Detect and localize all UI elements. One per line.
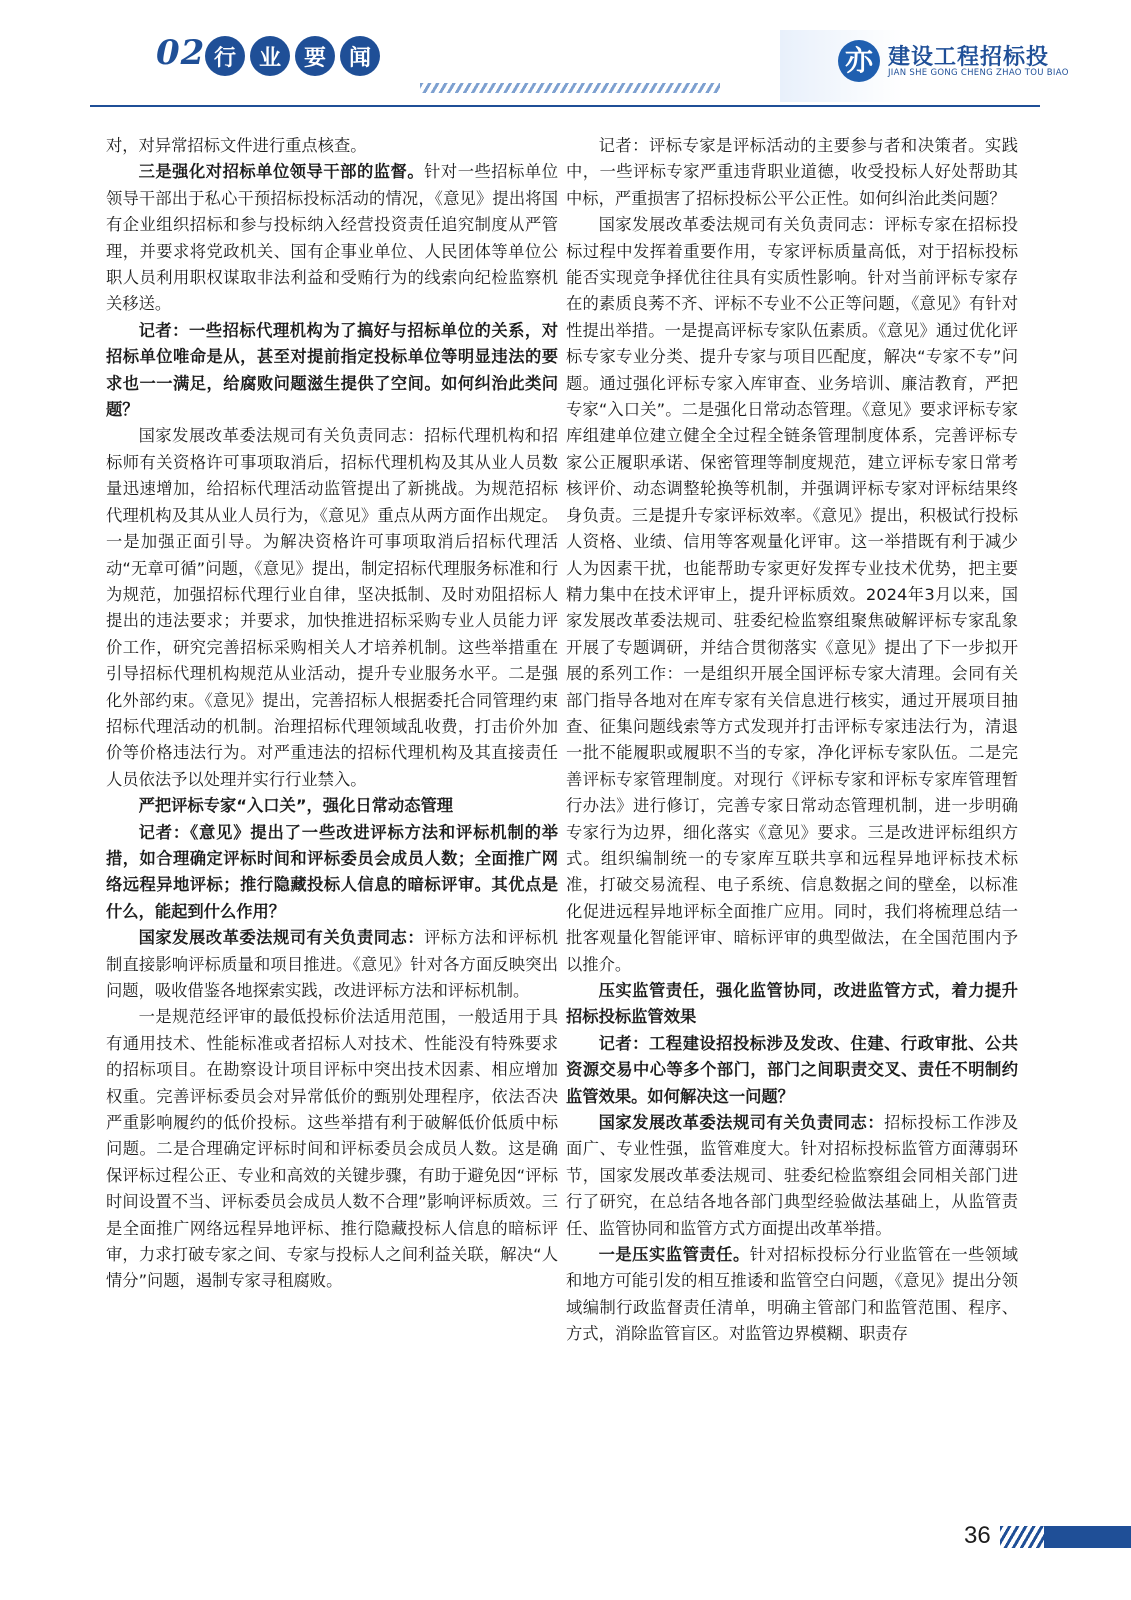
page-header	[0, 0, 1131, 110]
paragraph-text: 国家发展改革委法规司有关负责同志：评标专家在招标投标过程中发挥着重要作用，专家评标质量高低，对于招标投标能否实现竞争择优往往具有实质性影响。针对当前评标专家存在的素质良莠不齐、评标不专业不公正等问题，《意见》有针对性提出举措。一是提高评标专家队伍素质。《意见》通过优化评标专家专业分类、提升专家与项目匹配度，解决“专家不专”问题。通过强化评标专家入库审查、业务培训、廉洁教育，严把专家“入口关”。二是强化日常动态管理。《意见》要求评标专家库组建单位建立健全全过程全链条管理制度体系，完善评标专家公正履职承诺、保密管理等制度规范，建立评标专家日常考核评价、动态调整轮换等机制，并强调评标专家对评标结果终身负责。三是提升专家评标效率。《意见》提出，积极试行投标人资格、业绩、信用等客观量化评审。这一举措既有利于减少人为因素干扰，也能帮助专家更好发挥专业技术优势，把主要精力集中在技术评审上，提升评标质效。2024年3月以来，国家发展改革委法规司、驻委纪检监察组聚焦破解评标专家乱象开展了专题调研，并结合贯彻落实《意见》提出了下一步拟开展的系列工作：一是组织开展全国评标专家大清理。会同有关部门指导各地对在库专家有关信息进行核实，通过开展项目抽查、征集问题线索等方式发现并打击评标专家违法行为，清退一批不能履职或履职不当的专家，净化评标专家队伍。二是完善评标专家管理制度。对现行《评标专家和评标专家库管理暂行办法》进行修订，完善专家日常动态管理机制，进一步明确专家行为边界，细化落实《意见》要求。三是改进评标组织方式。组织编制统一的专家库互联共享和远程异地评标技术标准，打破交易流程、电子系统、信息数据之间的壁垒，以标准化促进远程异地评标全面推广应用。同时，我们将梳理总结一批客观量化智能评审、暗标评审的典型做法，在全国范围内予以推介。	[566, 215, 1018, 974]
left-column	[106, 133, 558, 1295]
paragraph	[566, 133, 1018, 212]
paragraph-text: 记者：评标专家是评标活动的主要参与者和决策者。实践中，一些评标专家严重违背职业道德，收受投标人好处帮助其中标，严重损害了招标投标公平公正性。如何纠治此类问题？	[566, 136, 1018, 208]
paragraph-text: 评标方法和评标机制直接影响评标质量和项目推进。《意见》针对各方面反映突出问题，吸收借鉴各地探索实践，改进评标方法和评标机制。	[106, 928, 558, 1000]
brand-logo-glyph: 亦	[844, 44, 873, 77]
paragraph	[106, 925, 558, 1004]
paragraph-bold-lead: 压实监管责任，强化监管协同，改进监管方式，着力提升招标投标监管效果	[566, 981, 1018, 1027]
paragraph-text: 对，对异常招标文件进行重点核查。	[106, 136, 367, 155]
paragraph-bold-lead: 国家发展改革委法规司有关负责同志：	[138, 928, 425, 948]
paragraph-bold-lead: 严把评标专家“入口关”，强化日常动态管理	[138, 796, 454, 816]
paragraph	[106, 820, 558, 926]
paragraph	[106, 318, 558, 424]
paragraph-text: 国家发展改革委法规司有关负责同志：招标代理机构和招标师有关资格许可事项取消后，招标代理机构及其从业人员数量迅速增加，给招标代理活动监管提出了新挑战。为规范招标代理机构及其从业人员行为，《意见》重点从两方面作出规定。一是加强正面引导。为解决资格许可事项取消后招标代理活动“无章可循”问题，《意见》提出，制定招标代理服务标准和行为规范，加强招标代理行业自律，坚决抵制、及时劝阻招标人提出的违法要求；并要求，加快推进招标采购专业人员能力评价工作，研究完善招标采购相关人才培养机制。这些举措重在引导招标代理机构规范从业活动，提升专业服务水平。二是强化外部约束。《意见》提出，完善招标人根据委托合同管理约束招标代理活动的机制。治理招标代理领域乱收费，打击价外加价等价格违法行为。对严重违法的招标代理机构及其直接责任人员依法予以处理并实行行业禁入。	[106, 426, 558, 789]
paragraph	[106, 423, 558, 793]
paragraph	[566, 1110, 1018, 1242]
section-title-char: 闻	[340, 36, 380, 76]
paragraph-bold-lead: 国家发展改革委法规司有关负责同志：	[598, 1113, 885, 1133]
paragraph-bold-lead: 三是强化对招标单位领导干部的监督。	[138, 162, 425, 182]
paragraph	[566, 1031, 1018, 1110]
section-title-char: 要	[295, 36, 335, 76]
right-column	[566, 133, 1018, 1348]
paragraph	[106, 793, 558, 819]
paragraph-bold-lead: 记者：《意见》提出了一些改进评标方法和评标机制的举措，如合理确定评标时间和评标委员会成员人数；全面推广网络远程异地评标；推行隐藏投标人信息的暗标评审。其优点是什么，能起到什么作用？	[106, 822, 558, 921]
paragraph-text: 针对一些招标单位领导干部出于私心干预招标投标活动的情况，《意见》提出将国有企业组织招标和参与投标纳入经营投资责任追究制度从严管理，并要求将党政机关、国有企事业单位、人民团体等单位公职人员利用职权谋取非法利益和受贿行为的线索向纪检监察机关移送。	[106, 162, 558, 314]
paragraph-bold-lead: 记者：工程建设招投标涉及发改、住建、行政审批、公共资源交易中心等多个部门，部门之间职责交叉、责任不明制约监管效果。如何解决这一问题？	[566, 1033, 1018, 1106]
paragraph	[106, 133, 558, 159]
paragraph-bold-lead: 记者：一些招标代理机构为了搞好与招标单位的关系，对招标单位唯命是从，甚至对提前指定投标单位等明显违法的要求也一一满足，给腐败问题滋生提供了空间。如何纠治此类问题？	[106, 320, 558, 420]
page-number: 36	[964, 1522, 991, 1549]
paragraph	[106, 1004, 558, 1294]
brand-name: 建设工程招标投	[888, 45, 1050, 70]
section-title-char: 业	[250, 36, 290, 76]
paragraph	[106, 159, 558, 317]
header-decorative-stripe	[420, 83, 720, 93]
header-divider	[90, 105, 1040, 107]
paragraph	[566, 212, 1018, 978]
paragraph-text: 一是规范经评审的最低投标价法适用范围，一般适用于具有通用技术、性能标准或者招标人对技术、性能没有特殊要求的招标项目。在勘察设计项目评标中突出技术因素、相应增加权重。完善评标委员会对异常低价的甄别处理程序，依法否决严重影响履约的低价投标。这些举措有利于破解低价低质中标问题。二是合理确定评标时间和评标委员会成员人数。这是确保评标过程公正、专业和高效的关键步骤，有助于避免因“评标时间设置不当、评标委员会成员人数不合理”影响评标质效。三是全面推广网络远程异地评标、推行隐藏投标人信息的暗标评审，力求打破专家之间、专家与投标人之间利益关联，解决“人情分”问题，遏制专家寻租腐败。	[106, 1007, 558, 1291]
section-title	[205, 36, 380, 76]
section-number: 02	[156, 33, 206, 73]
paragraph-bold-lead: 一是压实监管责任。	[598, 1245, 750, 1265]
section-title-char: 行	[205, 36, 245, 76]
footer-decorative-hatch	[1000, 1526, 1046, 1548]
paragraph-text: 针对招标投标分行业监管在一些领域和地方可能引发的相互推诿和监管空白问题，《意见》提出分领域编制行政监督责任清单，明确主管部门和监管范围、程序、方式，消除监管盲区。对监管边界模糊、职责存	[566, 1245, 1018, 1344]
brand-pinyin: JIAN SHE GONG CHENG ZHAO TOU BIAO	[888, 68, 1069, 78]
footer-bar	[1044, 1526, 1131, 1548]
paragraph	[566, 1242, 1018, 1348]
paragraph	[566, 978, 1018, 1031]
paragraph-text: 招标投标工作涉及面广、专业性强，监管难度大。针对招标投标监管方面薄弱环节，国家发展改革委法规司、驻委纪检监察组会同相关部门进行了研究，在总结各地各部门典型经验做法基础上，从监管责任、监管协同和监管方式方面提出改革举措。	[566, 1113, 1018, 1238]
